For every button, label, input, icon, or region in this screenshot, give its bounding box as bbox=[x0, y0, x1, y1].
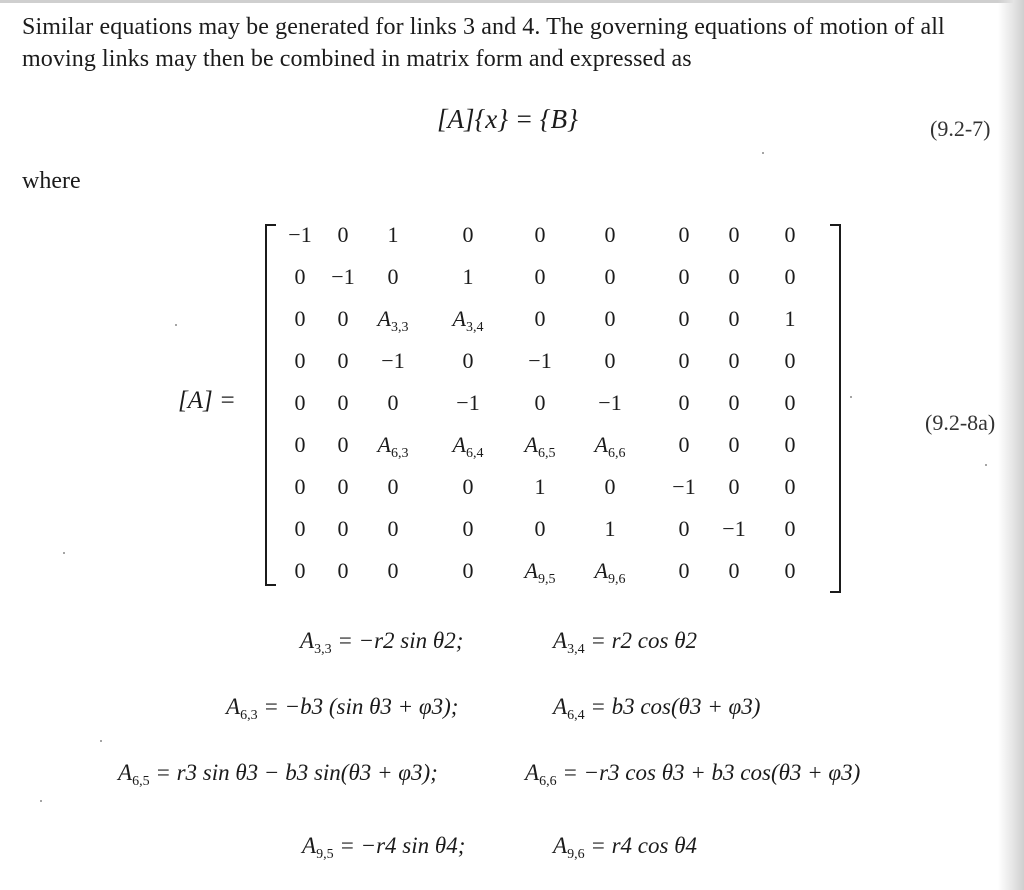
matrix-cell-r7-c8: 0 bbox=[728, 474, 740, 499]
scan-speck bbox=[762, 152, 764, 154]
matrix-cell-r2-c9: 0 bbox=[784, 264, 796, 289]
def-lhs: $A_{3,3}$ bbox=[300, 628, 332, 657]
paragraph-line-2: moving links may then be combined in matrix form and expressed as bbox=[22, 46, 692, 72]
matrix-cell-r6-c3: $A_{6,3}$ bbox=[377, 432, 409, 461]
matrix-cell-r2-c7: 0 bbox=[678, 264, 690, 289]
matrix-cell-r6-c4: $A_{6,4}$ bbox=[452, 432, 484, 461]
def-rhs: = b3 cos(θ3 + φ3) bbox=[590, 694, 761, 719]
matrix-cell-r1-c6: 0 bbox=[604, 222, 616, 247]
matrix-right-bracket bbox=[830, 224, 841, 593]
matrix-cell-r5-c7: 0 bbox=[678, 390, 690, 415]
definition-a95 bbox=[302, 833, 465, 863]
matrix-cell-r5-c6: −1 bbox=[598, 390, 622, 415]
def-rhs: = −r3 cos θ3 + b3 cos(θ3 + φ3) bbox=[562, 760, 861, 785]
matrix-cell-r1-c3: 1 bbox=[387, 222, 399, 247]
matrix-cell-r5-c9: 0 bbox=[784, 390, 796, 415]
matrix-cell-r3-c4: $A_{3,4}$ bbox=[452, 306, 484, 335]
matrix-cell-r4-c4: 0 bbox=[462, 348, 474, 373]
matrix-cell-r1-c7: 0 bbox=[678, 222, 690, 247]
def-lhs: $A_{9,6}$ bbox=[553, 833, 585, 862]
matrix-cell-r9-c2: 0 bbox=[337, 558, 349, 583]
matrix-cell-r1-c9: 0 bbox=[784, 222, 796, 247]
matrix-cell-r7-c5: 1 bbox=[534, 474, 546, 499]
matrix-cell-r3-c1: 0 bbox=[294, 306, 306, 331]
matrix-cell-r7-c4: 0 bbox=[462, 474, 474, 499]
matrix-cell-r6-c8: 0 bbox=[728, 432, 740, 457]
matrix-cell-r3-c5: 0 bbox=[534, 306, 546, 331]
matrix-cell-r9-c1: 0 bbox=[294, 558, 306, 583]
matrix-cell-r3-c2: 0 bbox=[337, 306, 349, 331]
matrix-cell-r6-c2: 0 bbox=[337, 432, 349, 457]
matrix-cell-r4-c9: 0 bbox=[784, 348, 796, 373]
def-lhs: $A_{9,5}$ bbox=[302, 833, 334, 862]
matrix-cell-r2-c4: 1 bbox=[462, 264, 474, 289]
matrix-cell-r3-c6: 0 bbox=[604, 306, 616, 331]
matrix-cell-r7-c1: 0 bbox=[294, 474, 306, 499]
matrix-cell-r4-c6: 0 bbox=[604, 348, 616, 373]
definition-a63 bbox=[226, 694, 458, 724]
matrix-cell-r9-c6: $A_{9,6}$ bbox=[594, 558, 626, 587]
definition-a34 bbox=[553, 628, 697, 658]
definition-a66 bbox=[525, 760, 860, 790]
where-label: where bbox=[22, 168, 81, 194]
matrix-cell-r8-c1: 0 bbox=[294, 516, 306, 541]
matrix-cell-r4-c1: 0 bbox=[294, 348, 306, 373]
def-rhs: = −b3 (sin θ3 + φ3); bbox=[263, 694, 459, 719]
matrix-cell-r5-c4: −1 bbox=[456, 390, 480, 415]
matrix-cell-r8-c6: 1 bbox=[604, 516, 616, 541]
def-lhs: $A_{6,5}$ bbox=[118, 760, 150, 789]
matrix-cell-r2-c2: −1 bbox=[331, 264, 355, 289]
scan-speck bbox=[985, 464, 987, 466]
scan-speck bbox=[100, 740, 102, 742]
matrix-cell-r1-c8: 0 bbox=[728, 222, 740, 247]
matrix-cell-r4-c2: 0 bbox=[337, 348, 349, 373]
matrix-cell-r7-c9: 0 bbox=[784, 474, 796, 499]
scan-speck bbox=[63, 552, 65, 554]
matrix-cell-r4-c3: −1 bbox=[381, 348, 405, 373]
definition-a33 bbox=[300, 628, 463, 658]
scan-speck bbox=[175, 324, 177, 326]
matrix-cell-r3-c8: 0 bbox=[728, 306, 740, 331]
def-lhs: $A_{6,6}$ bbox=[525, 760, 557, 789]
matrix-cell-r6-c5: $A_{6,5}$ bbox=[524, 432, 556, 461]
matrix-cell-r5-c3: 0 bbox=[387, 390, 399, 415]
def-rhs: = r3 sin θ3 − b3 sin(θ3 + φ3); bbox=[155, 760, 438, 785]
matrix-cell-r9-c7: 0 bbox=[678, 558, 690, 583]
matrix-cell-r2-c3: 0 bbox=[387, 264, 399, 289]
matrix-cell-r9-c3: 0 bbox=[387, 558, 399, 583]
def-lhs: $A_{3,4}$ bbox=[553, 628, 585, 657]
matrix-cell-r7-c2: 0 bbox=[337, 474, 349, 499]
matrix-cell-r8-c7: 0 bbox=[678, 516, 690, 541]
def-rhs: = r2 cos θ2 bbox=[590, 628, 697, 653]
matrix-cell-r5-c1: 0 bbox=[294, 390, 306, 415]
matrix-cell-r9-c9: 0 bbox=[784, 558, 796, 583]
matrix-cell-r3-c9: 1 bbox=[784, 306, 796, 331]
matrix-cell-r2-c1: 0 bbox=[294, 264, 306, 289]
def-lhs: $A_{6,4}$ bbox=[553, 694, 585, 723]
def-lhs: $A_{6,3}$ bbox=[226, 694, 258, 723]
matrix-cell-r1-c1: −1 bbox=[288, 222, 312, 247]
matrix-cell-r8-c8: −1 bbox=[722, 516, 746, 541]
definition-a96 bbox=[553, 833, 697, 863]
matrix-cell-r5-c2: 0 bbox=[337, 390, 349, 415]
matrix-cell-r8-c5: 0 bbox=[534, 516, 546, 541]
matrix-cell-r1-c4: 0 bbox=[462, 222, 474, 247]
matrix-cell-r2-c6: 0 bbox=[604, 264, 616, 289]
page-top-edge bbox=[0, 0, 1024, 3]
equation-number-9-2-7: (9.2-7) bbox=[930, 116, 991, 141]
matrix-cell-r9-c4: 0 bbox=[462, 558, 474, 583]
matrix-cell-r8-c3: 0 bbox=[387, 516, 399, 541]
equation-number-9-2-8a: (9.2-8a) bbox=[925, 410, 996, 435]
matrix-cell-r4-c5: −1 bbox=[528, 348, 552, 373]
paragraph-line-1: Similar equations may be generated for links 3 and 4. The governing equations of motion of all bbox=[22, 14, 945, 40]
matrix-cell-r4-c7: 0 bbox=[678, 348, 690, 373]
matrix-cell-r6-c1: 0 bbox=[294, 432, 306, 457]
matrix-cell-r7-c3: 0 bbox=[387, 474, 399, 499]
matrix-cell-r6-c7: 0 bbox=[678, 432, 690, 457]
scan-speck bbox=[40, 800, 42, 802]
def-rhs: = −r2 sin θ2; bbox=[337, 628, 464, 653]
matrix-cell-r9-c5: $A_{9,5}$ bbox=[524, 558, 556, 587]
matrix-cell-r2-c5: 0 bbox=[534, 264, 546, 289]
scan-shadow-edge bbox=[998, 0, 1024, 890]
matrix-cell-r7-c7: −1 bbox=[672, 474, 696, 499]
def-rhs: = −r4 sin θ4; bbox=[339, 833, 466, 858]
def-rhs: = r4 cos θ4 bbox=[590, 833, 697, 858]
scan-speck bbox=[850, 396, 852, 398]
matrix-cell-r3-c3: $A_{3,3}$ bbox=[377, 306, 409, 335]
matrix-cell-r5-c5: 0 bbox=[534, 390, 546, 415]
main-equation: [A]{x} = {B} bbox=[437, 104, 578, 134]
matrix-cell-r9-c8: 0 bbox=[728, 558, 740, 583]
matrix-cell-r7-c6: 0 bbox=[604, 474, 616, 499]
matrix-cell-r6-c6: $A_{6,6}$ bbox=[594, 432, 626, 461]
matrix-cell-r8-c9: 0 bbox=[784, 516, 796, 541]
matrix-cell-r8-c4: 0 bbox=[462, 516, 474, 541]
matrix-label: [A] = bbox=[178, 387, 236, 414]
matrix-cell-r6-c9: 0 bbox=[784, 432, 796, 457]
matrix-cell-r3-c7: 0 bbox=[678, 306, 690, 331]
matrix-cell-r1-c2: 0 bbox=[337, 222, 349, 247]
matrix-cell-r8-c2: 0 bbox=[337, 516, 349, 541]
matrix-cell-r4-c8: 0 bbox=[728, 348, 740, 373]
definition-a65 bbox=[118, 760, 438, 790]
matrix-cell-r1-c5: 0 bbox=[534, 222, 546, 247]
matrix-cell-r2-c8: 0 bbox=[728, 264, 740, 289]
definition-a64 bbox=[553, 694, 760, 724]
matrix-cell-r5-c8: 0 bbox=[728, 390, 740, 415]
